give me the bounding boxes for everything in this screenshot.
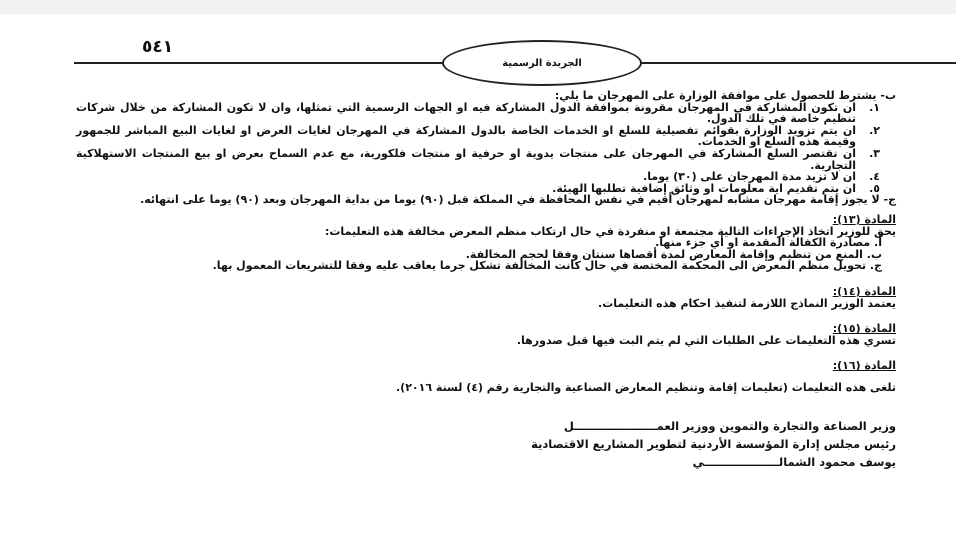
article-15-text: تسري هذه التعليمات على الطلبات التي لم يتم البت فيها قبل صدورها.	[516, 333, 896, 347]
signature-block	[76, 417, 896, 471]
document-body	[76, 90, 896, 471]
article-14-heading: المادة (١٤):	[832, 284, 896, 298]
gazette-title: الجريدة الرسمية	[502, 57, 582, 69]
section-c: ج- لا يجوز إقامة مهرجان مشابه لمهرجان أقيم في نفس المحافظة في المملكة قبل (٩٠) يوما من بداية المهرجان وبعد (٩٠) يوما على انتهائه.	[140, 193, 896, 207]
signature-line: رئيس مجلس إدارة المؤسسة الأردنية لتطوير المشاريع الاقتصادية	[531, 437, 896, 452]
list-item: ٣. ان تقتصر السلع المشاركة في المهرجان على منتجات يدوية او حرفية او منتجات فلكورية، مع عدم السماح بعرض او بيع المنتجات الاستهلاكية التجارية.	[76, 146, 880, 172]
article-13-item: أ. مصادرة الكفالة المقدمة او أي جزء منها.	[655, 236, 882, 250]
list-item: ٢. ان يتم تزويد الوزارة بقوائم تفصيلية للسلع او الخدمات الخاصة بالدول المشاركة في المهرجان لغايات العرض او لغايات البيع المباشر للجمهور وقيمة هذه السلع او الخدمات.	[76, 123, 880, 149]
gazette-masthead-oval	[442, 40, 642, 86]
article-16-heading: المادة (١٦):	[832, 359, 896, 373]
signature-line: وزير الصناعة والتجارة والتموين ووزير العمـــــــــــــــــــــل	[563, 419, 896, 434]
article-15-heading: المادة (١٥):	[832, 322, 896, 336]
list-item: ١. ان تكون المشاركة في المهرجان مقرونة بموافقة الدول المشاركة فيه او الجهات الرسمية التي تمثلها، وان لا تكون المشاركة من خلال شركات تنظيم خاصة في تلك الدول.	[76, 100, 880, 126]
article-13-text: يحق للوزير اتخاذ الإجراءات التالية مجتمعة او منفردة في حال ارتكاب منظم المعرض مخالفة هذه التعليمات:	[324, 224, 896, 238]
list-item: ٥. ان يتم تقديم اية معلومات او وثائق إضافية تطلبها الهيئة.	[552, 181, 880, 195]
article-13-item: ج. تحويل منظم المعرض الى المحكمة المختصة في حال كانت المخالفة تشكل جرما يعاقب عليه وفقا للتشريعات المعمول بها.	[212, 259, 882, 273]
section-b-intro: ب- يشترط للحصول على موافقة الوزارة على المهرجان ما يلي:	[554, 89, 896, 102]
page-number: ٥٤١	[142, 37, 174, 57]
top-strip	[0, 0, 956, 14]
article-16-text: تلغى هذه التعليمات (تعليمات إقامة وتنظيم المعارض الصناعية والتجارية رقم (٤) لسنة ٢٠١٦).	[395, 380, 896, 394]
signature-line: يوسف محمود الشمالـــــــــــــــــــي	[692, 455, 896, 470]
list-item: ٤. ان لا تزيد مدة المهرجان على (٣٠) يوما.	[643, 170, 880, 184]
article-14-text: يعتمد الوزير النماذج اللازمة لتنفيذ احكام هذه التعليمات.	[598, 296, 896, 310]
article-13-item: ب. المنع من تنظيم وإقامة المعارض لمدة أقصاها سنتان وفقا لحجم المخالفة.	[465, 247, 882, 261]
section-b-list	[76, 102, 896, 195]
article-13-heading: المادة (١٣):	[832, 212, 896, 226]
